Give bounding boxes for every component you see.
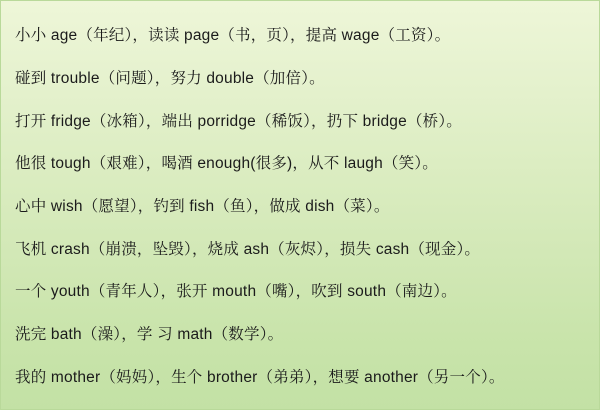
verse-line: 打开 fridge（冰箱），端出 porridge（稀饭），扔下 bridge（桥）。 <box>15 112 462 130</box>
verse-line: 洗完 bath（澡），学 习 math（数学）。 <box>15 326 284 344</box>
verse-line: 碰到 trouble（问题），努力 double（加倍）。 <box>15 70 325 88</box>
verse-line: 心中 wish（愿望），钓到 fish（鱼），做成 dish（菜）。 <box>15 198 390 216</box>
verse-line: 一个 youth（青年人），张开 mouth（嘴），吹到 south（南边）。 <box>15 283 457 301</box>
verse-line: 飞机 crash（崩溃，坠毁），烧成 ash（灰烬），损失 cash（现金）。 <box>15 240 481 258</box>
verse-list <box>1 1 599 409</box>
verse-line: 他很 tough（艰难），喝酒 enough(很多)，从不 laugh（笑）。 <box>15 155 438 173</box>
verse-line: 小小 age（年纪），读读 page（书，页），提高 wage（工资）。 <box>15 27 451 45</box>
verse-line: 我的 mother（妈妈），生个 brother（弟弟），想要 another（另一个）。 <box>15 368 505 386</box>
